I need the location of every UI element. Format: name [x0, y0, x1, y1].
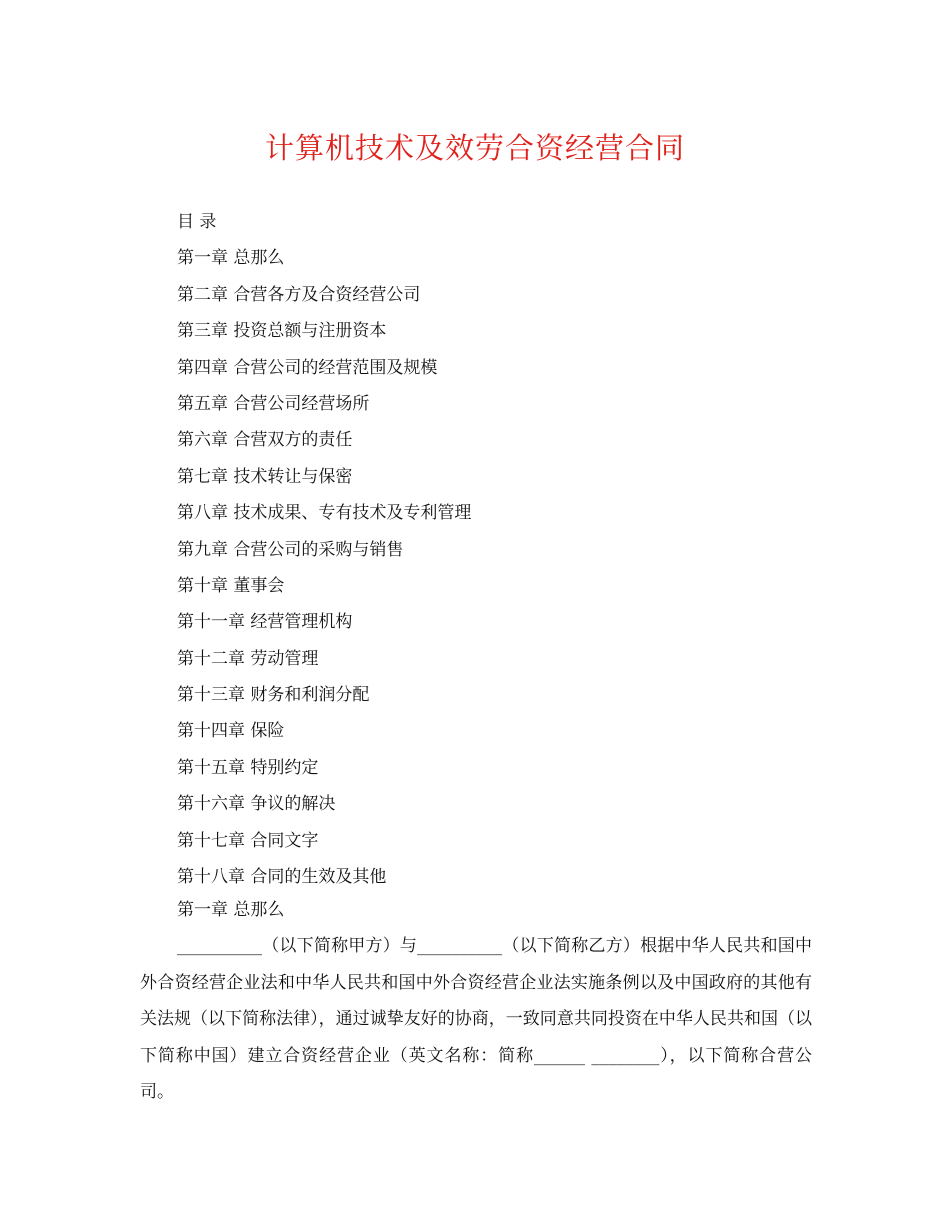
toc-item: 第四章 合营公司的经营范围及规模 — [177, 357, 438, 378]
toc-item: 第八章 技术成果、专有技术及专利管理 — [177, 503, 472, 524]
toc-item: 第十八章 合同的生效及其他 — [177, 867, 387, 888]
toc-item: 第二章 合营各方及合资经营公司 — [177, 284, 421, 305]
toc-heading: 目 录 — [177, 212, 217, 232]
toc-item: 第六章 合营双方的责任 — [177, 430, 353, 451]
toc-item: 第十一章 经营管理机构 — [177, 612, 353, 633]
toc-item: 第十四章 保险 — [177, 721, 285, 742]
toc-item: 第十二章 劳动管理 — [177, 648, 319, 669]
toc-item: 第五章 合营公司经营场所 — [177, 393, 370, 414]
toc-item: 第七章 技术转让与保密 — [177, 466, 353, 487]
toc-list — [177, 240, 471, 895]
toc-item: 第十六章 争议的解决 — [177, 794, 336, 815]
body-paragraph: __________（以下简称甲方）与__________（以下简称乙方）根据中华人民共和国中外合资经营企业法和中华人民共和国中外合资经营企业法实施条例以及中国政府的其他有关法规（以下简称法律），通过诚挚友好的协商，一致同意共同投资在中华人民共和国（以下简称中国）建立合资经营企业（英文名称：简称______ ________），以下简称合营公司。 — [140, 936, 812, 1102]
table-of-contents — [177, 204, 471, 895]
section-heading: 第一章 总那么 — [177, 900, 285, 920]
toc-item: 第一章 总那么 — [177, 248, 285, 269]
toc-item: 第十章 董事会 — [177, 575, 285, 596]
toc-item: 第十五章 特别约定 — [177, 757, 319, 778]
toc-item: 第十三章 财务和利润分配 — [177, 685, 370, 706]
document-title: 计算机技术及效劳合资经营合同 — [264, 131, 685, 165]
toc-item: 第三章 投资总额与注册资本 — [177, 321, 387, 342]
toc-item: 第九章 合营公司的采购与销售 — [177, 539, 404, 560]
toc-item: 第十七章 合同文字 — [177, 830, 319, 851]
